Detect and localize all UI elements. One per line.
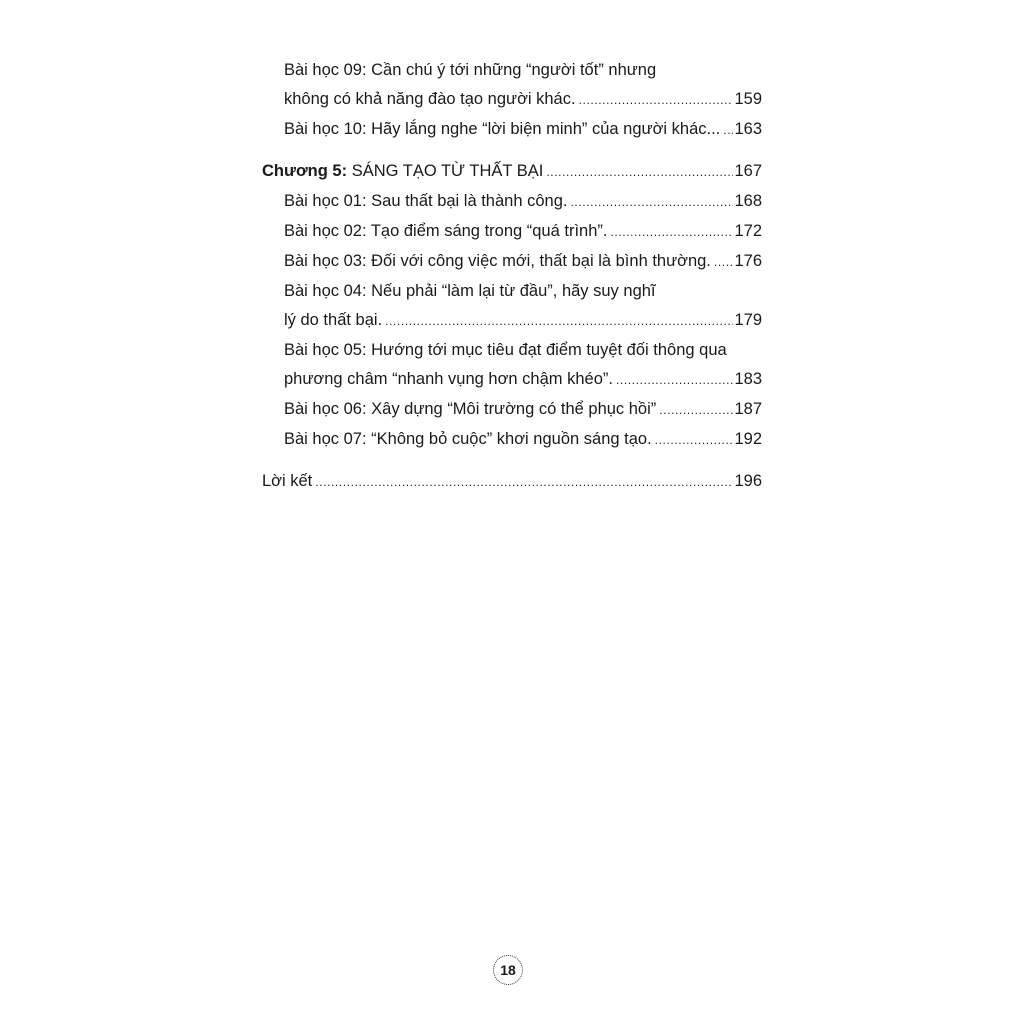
table-of-contents: [262, 56, 762, 497]
toc-page-number: 168: [734, 192, 762, 210]
dot-leader: [546, 157, 733, 187]
toc-entry-title: Bài học 03: Đối với công việc mới, thất bại là bình thường.: [284, 252, 711, 270]
toc-entry-line: [284, 187, 762, 217]
page-number: 18: [500, 962, 516, 978]
toc-entry-line: [284, 217, 762, 247]
toc-entry-title: Bài học 09: Cần chú ý tới những “người tốt” nhưng: [284, 61, 657, 79]
dot-leader: [659, 395, 733, 425]
chapter-label: Chương 5:: [262, 162, 348, 180]
toc-entry-title: Bài học 01: Sau thất bại là thành công.: [284, 192, 568, 210]
toc-entry-ch5-lesson-02: [262, 217, 762, 247]
toc-entry-title-continued: phương châm “nhanh vụng hơn chậm khéo”.: [284, 370, 613, 388]
toc-entry-line: [284, 247, 762, 277]
toc-entry-ch5-lesson-04: [262, 277, 762, 336]
toc-entry-title: Lời kết: [262, 472, 313, 490]
toc-entry-ch5-lesson-07: [262, 425, 762, 455]
toc-page-number: 179: [734, 311, 762, 329]
toc-entry-ch5-lesson-06: [262, 395, 762, 425]
toc-page-number: 159: [734, 90, 762, 108]
toc-entry-line: [284, 56, 762, 85]
toc-entry-line: [284, 115, 762, 145]
toc-chapter-heading: [262, 157, 543, 186]
toc-entry-title: Bài học 07: “Không bỏ cuộc” khơi nguồn sáng tạo.: [284, 430, 652, 448]
toc-page-number: 172: [734, 222, 762, 240]
toc-page-number: 196: [734, 472, 762, 490]
toc-entry-title: Bài học 02: Tạo điểm sáng trong “quá trình”.: [284, 222, 608, 240]
toc-entry-line: [262, 157, 762, 187]
toc-entry-line: [284, 365, 762, 395]
toc-entry-ch5-lesson-01: [262, 187, 762, 217]
dot-leader: [315, 467, 733, 497]
toc-entry-closing: [262, 467, 762, 497]
toc-page-number: 176: [734, 252, 762, 270]
toc-entry-lesson-10: [262, 115, 762, 145]
dot-leader: [723, 115, 733, 145]
dot-leader: [655, 425, 734, 455]
toc-entry-title: Bài học 05: Hướng tới mục tiêu đạt điểm tuyệt đối thông qua: [284, 341, 727, 359]
chapter-title: SÁNG TẠO TỪ THẤT BẠI: [351, 162, 544, 180]
toc-entry-title-continued: lý do thất bại.: [284, 311, 383, 329]
toc-entry-title-continued: không có khả năng đào tạo người khác.: [284, 90, 576, 108]
page-number-badge: [493, 955, 523, 985]
toc-entry-line: [284, 277, 762, 306]
toc-entry-line: [262, 467, 762, 497]
toc-entry-title: Bài học 10: Hãy lắng nghe “lời biện minh” của người khác...: [284, 120, 721, 138]
toc-entry-line: [284, 306, 762, 336]
toc-entry-line: [284, 336, 762, 365]
toc-entry-line: [284, 85, 762, 115]
toc-page-number: 192: [734, 430, 762, 448]
toc-page-number: 167: [734, 162, 762, 180]
dot-leader: [385, 306, 733, 336]
dot-leader: [579, 85, 734, 115]
toc-page-number: 183: [734, 370, 762, 388]
toc-entry-lesson-09: [262, 56, 762, 115]
dot-leader: [570, 187, 733, 217]
dot-leader: [616, 365, 734, 395]
toc-entry-title: Bài học 06: Xây dựng “Môi trường có thể phục hồi”: [284, 400, 657, 418]
dot-leader: [610, 217, 733, 247]
dot-leader: [714, 247, 734, 277]
toc-entry-line: [284, 395, 762, 425]
toc-entry-chapter-5: [262, 157, 762, 187]
toc-page-number: 187: [734, 400, 762, 418]
toc-entry-line: [284, 425, 762, 455]
toc-entry-title: Bài học 04: Nếu phải “làm lại từ đầu”, hãy suy nghĩ: [284, 282, 656, 300]
toc-entry-ch5-lesson-05: [262, 336, 762, 395]
toc-page-number: 163: [734, 120, 762, 138]
toc-entry-ch5-lesson-03: [262, 247, 762, 277]
